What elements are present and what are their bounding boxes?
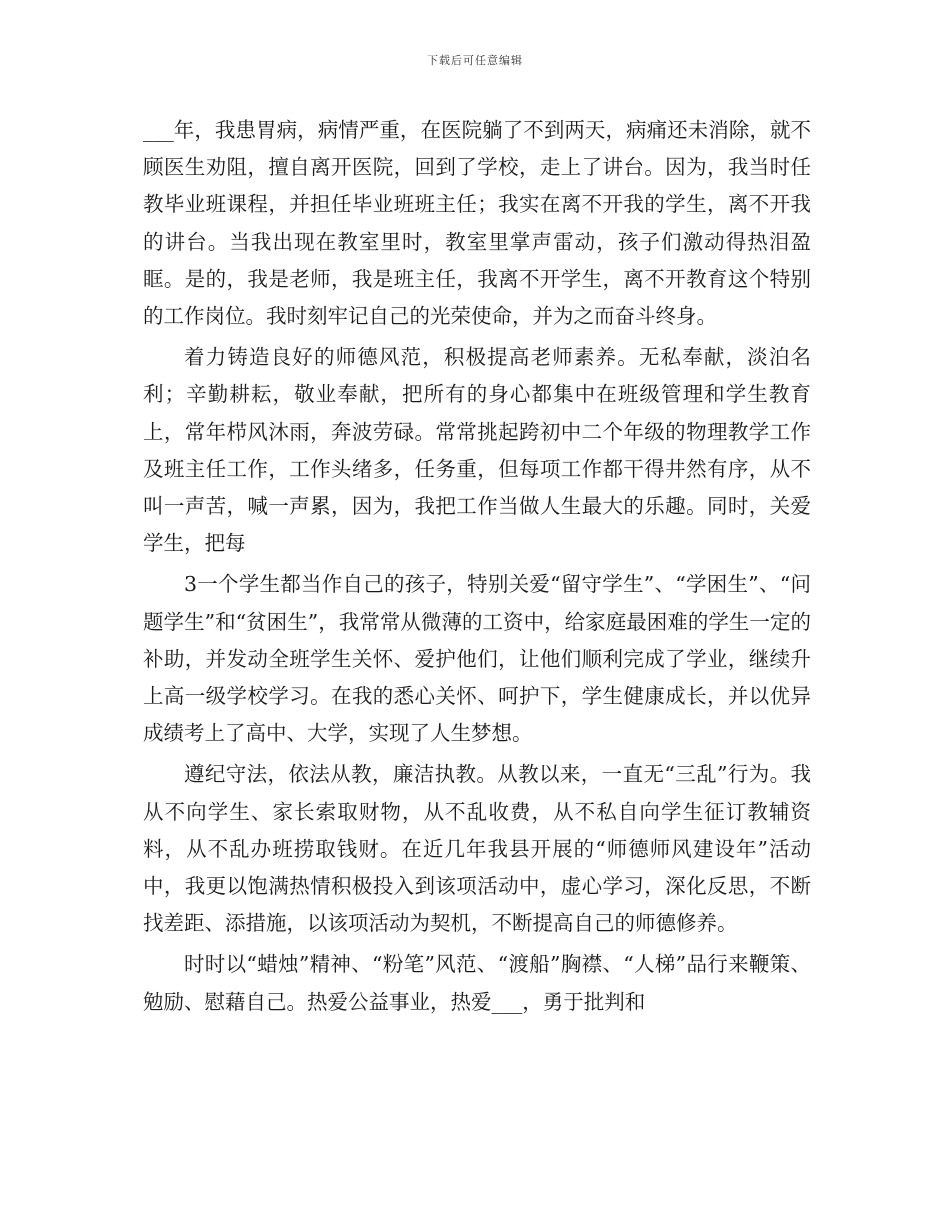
paragraph-5: 时时以“蜡烛”精神、“粉笔”风范、“渡船”胸襟、“人梯”品行来鞭策、勉励、慰藉自己。热爱公益事业，热爱___，勇于批判和 xyxy=(143,952,811,1014)
document-body xyxy=(143,112,811,1025)
paragraph-3: 3一个学生都当作自己的孩子，特别关爱“留守学生”、“学困生”、“问题学生”和“贫困生”，我常常从微薄的工资中，给家庭最困难的学生一定的补助，并发动全班学生关怀、爱护他们，让他们顺利完成了学业，继续升上高一级学校学习。在我的悉心关怀、呵护下，学生健康成长，并以优异成绩考上了高中、大学，实现了人生梦想。 xyxy=(143,572,811,746)
paragraph-4: 遵纪守法，依法从教，廉洁执教。从教以来，一直无“三乱”行为。我从不向学生、家长索取财物，从不乱收费，从不私自向学生征订教辅资料，从不乱办班捞取钱财。在近几年我县开展的“师德师风建设年”活动中，我更以饱满热情积极投入到该项活动中，虚心学习，深化反思，不断找差距、添措施，以该项活动为契机，不断提高自己的师德修养。 xyxy=(143,762,811,936)
paragraph-2: 着力铸造良好的师德风范，积极提高老师素养。无私奉献，淡泊名利；辛勤耕耘，敬业奉献，把所有的身心都集中在班级管理和学生教育上，常年栉风沐雨，奔波劳碌。常常挑起跨初中二个年级的物理教学工作及班主任工作，工作头绪多，任务重，但每项工作都干得井然有序，从不叫一声苦，喊一声累，因为，我把工作当做人生最大的乐趣。同时，关爱学生，把每 xyxy=(143,345,811,556)
page-header-note: 下载后可任意编辑 xyxy=(427,54,523,67)
paragraph-1: ___年，我患胃病，病情严重，在医院躺了不到两天，病痛还未消除，就不顾医生劝阻，擅自离开医院，回到了学校，走上了讲台。因为，我当时任教毕业班课程，并担任毕业班班主任；我实在离不开我的学生，离不开我的讲台。当我出现在教室里时，教室里掌声雷动，孩子们激动得热泪盈眶。是的，我是老师，我是班主任，我离不开学生，离不开教育这个特别的工作岗位。我时刻牢记自己的光荣使命，并为之而奋斗终身。 xyxy=(143,118,811,329)
